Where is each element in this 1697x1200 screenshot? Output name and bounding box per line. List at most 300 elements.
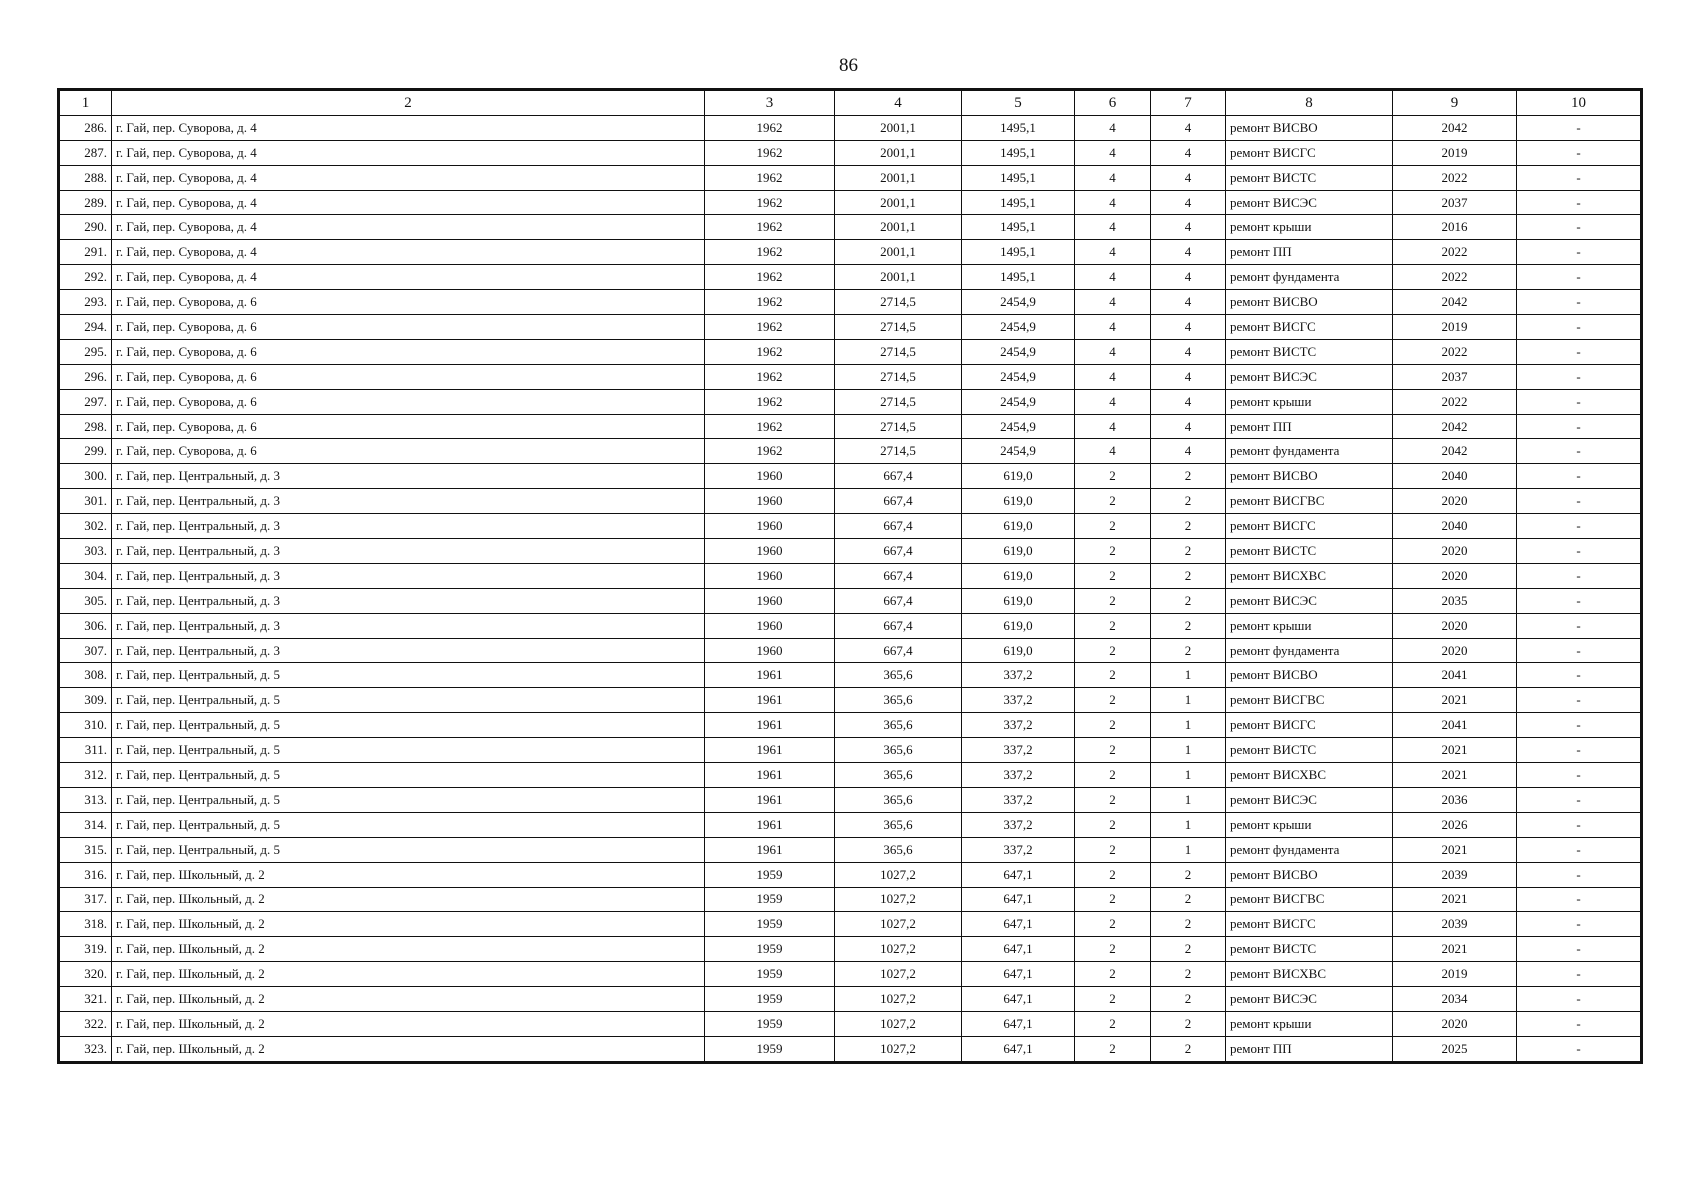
total-area-cell: 365,6: [835, 738, 962, 763]
work-type-cell: ремонт крыши: [1226, 613, 1393, 638]
note-cell: -: [1517, 688, 1642, 713]
entrances-cell: 4: [1151, 140, 1226, 165]
year-built-cell: 1962: [705, 265, 835, 290]
note-cell: -: [1517, 115, 1642, 140]
planned-year-cell: 2020: [1393, 1011, 1517, 1036]
row-number-cell: 306.: [59, 613, 112, 638]
table-row: [59, 663, 1642, 688]
total-area-cell: 365,6: [835, 663, 962, 688]
planned-year-cell: 2037: [1393, 364, 1517, 389]
total-area-cell: 2001,1: [835, 140, 962, 165]
floors-cell: 2: [1075, 987, 1151, 1012]
row-number-cell: 320.: [59, 962, 112, 987]
column-header: 1: [59, 90, 112, 116]
note-cell: -: [1517, 563, 1642, 588]
living-area-cell: 337,2: [962, 837, 1075, 862]
row-number-cell: 307.: [59, 638, 112, 663]
year-built-cell: 1962: [705, 190, 835, 215]
work-type-cell: ремонт ВИСХВС: [1226, 763, 1393, 788]
total-area-cell: 2001,1: [835, 215, 962, 240]
planned-year-cell: 2022: [1393, 389, 1517, 414]
address-cell: г. Гай, пер. Суворова, д. 4: [112, 215, 705, 240]
repair-schedule-table: [57, 88, 1643, 1064]
row-number-cell: 298.: [59, 414, 112, 439]
floors-cell: 4: [1075, 439, 1151, 464]
planned-year-cell: 2042: [1393, 115, 1517, 140]
note-cell: -: [1517, 887, 1642, 912]
row-number-cell: 303.: [59, 539, 112, 564]
year-built-cell: 1962: [705, 364, 835, 389]
note-cell: -: [1517, 165, 1642, 190]
year-built-cell: 1959: [705, 912, 835, 937]
table-row: [59, 763, 1642, 788]
entrances-cell: 2: [1151, 638, 1226, 663]
address-cell: г. Гай, пер. Центральный, д. 3: [112, 539, 705, 564]
planned-year-cell: 2034: [1393, 987, 1517, 1012]
planned-year-cell: 2019: [1393, 315, 1517, 340]
work-type-cell: ремонт ПП: [1226, 240, 1393, 265]
floors-cell: 2: [1075, 1036, 1151, 1062]
year-built-cell: 1961: [705, 837, 835, 862]
planned-year-cell: 2016: [1393, 215, 1517, 240]
address-cell: г. Гай, пер. Центральный, д. 3: [112, 588, 705, 613]
row-number-cell: 313.: [59, 787, 112, 812]
table-row: [59, 464, 1642, 489]
table-row: [59, 265, 1642, 290]
year-built-cell: 1962: [705, 439, 835, 464]
address-cell: г. Гай, пер. Суворова, д. 4: [112, 165, 705, 190]
total-area-cell: 1027,2: [835, 987, 962, 1012]
total-area-cell: 2001,1: [835, 265, 962, 290]
year-built-cell: 1962: [705, 215, 835, 240]
living-area-cell: 337,2: [962, 763, 1075, 788]
year-built-cell: 1959: [705, 962, 835, 987]
living-area-cell: 337,2: [962, 812, 1075, 837]
note-cell: -: [1517, 290, 1642, 315]
table-body: [59, 115, 1642, 1062]
row-number-cell: 308.: [59, 663, 112, 688]
living-area-cell: 647,1: [962, 937, 1075, 962]
row-number-cell: 290.: [59, 215, 112, 240]
table-row: [59, 887, 1642, 912]
entrances-cell: 2: [1151, 588, 1226, 613]
living-area-cell: 619,0: [962, 613, 1075, 638]
floors-cell: 2: [1075, 588, 1151, 613]
floors-cell: 4: [1075, 290, 1151, 315]
planned-year-cell: 2020: [1393, 489, 1517, 514]
total-area-cell: 365,6: [835, 837, 962, 862]
total-area-cell: 1027,2: [835, 862, 962, 887]
entrances-cell: 2: [1151, 563, 1226, 588]
living-area-cell: 337,2: [962, 688, 1075, 713]
row-number-cell: 309.: [59, 688, 112, 713]
total-area-cell: 2001,1: [835, 165, 962, 190]
row-number-cell: 294.: [59, 315, 112, 340]
entrances-cell: 4: [1151, 315, 1226, 340]
floors-cell: 2: [1075, 514, 1151, 539]
address-cell: г. Гай, пер. Школьный, д. 2: [112, 962, 705, 987]
planned-year-cell: 2042: [1393, 439, 1517, 464]
planned-year-cell: 2019: [1393, 140, 1517, 165]
row-number-cell: 286.: [59, 115, 112, 140]
total-area-cell: 1027,2: [835, 962, 962, 987]
total-area-cell: 365,6: [835, 763, 962, 788]
year-built-cell: 1960: [705, 588, 835, 613]
row-number-cell: 288.: [59, 165, 112, 190]
table-row: [59, 240, 1642, 265]
table-row: [59, 364, 1642, 389]
entrances-cell: 2: [1151, 1011, 1226, 1036]
planned-year-cell: 2042: [1393, 290, 1517, 315]
note-cell: -: [1517, 190, 1642, 215]
total-area-cell: 2714,5: [835, 315, 962, 340]
table-row: [59, 638, 1642, 663]
address-cell: г. Гай, пер. Центральный, д. 5: [112, 837, 705, 862]
entrances-cell: 4: [1151, 215, 1226, 240]
entrances-cell: 4: [1151, 290, 1226, 315]
planned-year-cell: 2039: [1393, 912, 1517, 937]
work-type-cell: ремонт фундамента: [1226, 837, 1393, 862]
note-cell: -: [1517, 937, 1642, 962]
column-header: 2: [112, 90, 705, 116]
year-built-cell: 1961: [705, 763, 835, 788]
entrances-cell: 2: [1151, 912, 1226, 937]
living-area-cell: 647,1: [962, 887, 1075, 912]
row-number-cell: 296.: [59, 364, 112, 389]
address-cell: г. Гай, пер. Суворова, д. 6: [112, 290, 705, 315]
entrances-cell: 2: [1151, 937, 1226, 962]
living-area-cell: 1495,1: [962, 165, 1075, 190]
table-row: [59, 489, 1642, 514]
year-built-cell: 1960: [705, 514, 835, 539]
column-header: 7: [1151, 90, 1226, 116]
work-type-cell: ремонт ВИСЭС: [1226, 588, 1393, 613]
entrances-cell: 4: [1151, 190, 1226, 215]
row-number-cell: 311.: [59, 738, 112, 763]
planned-year-cell: 2020: [1393, 638, 1517, 663]
note-cell: -: [1517, 140, 1642, 165]
living-area-cell: 619,0: [962, 464, 1075, 489]
table-row: [59, 787, 1642, 812]
row-number-cell: 323.: [59, 1036, 112, 1062]
note-cell: -: [1517, 987, 1642, 1012]
floors-cell: 2: [1075, 937, 1151, 962]
note-cell: -: [1517, 588, 1642, 613]
address-cell: г. Гай, пер. Центральный, д. 5: [112, 738, 705, 763]
total-area-cell: 2714,5: [835, 439, 962, 464]
floors-cell: 4: [1075, 215, 1151, 240]
living-area-cell: 647,1: [962, 1036, 1075, 1062]
living-area-cell: 1495,1: [962, 265, 1075, 290]
work-type-cell: ремонт ВИСЭС: [1226, 987, 1393, 1012]
entrances-cell: 4: [1151, 265, 1226, 290]
year-built-cell: 1962: [705, 290, 835, 315]
row-number-cell: 319.: [59, 937, 112, 962]
planned-year-cell: 2036: [1393, 787, 1517, 812]
total-area-cell: 1027,2: [835, 1036, 962, 1062]
note-cell: -: [1517, 215, 1642, 240]
floors-cell: 2: [1075, 837, 1151, 862]
column-header: 4: [835, 90, 962, 116]
year-built-cell: 1962: [705, 389, 835, 414]
table-row: [59, 190, 1642, 215]
total-area-cell: 667,4: [835, 489, 962, 514]
address-cell: г. Гай, пер. Суворова, д. 6: [112, 364, 705, 389]
planned-year-cell: 2037: [1393, 190, 1517, 215]
floors-cell: 2: [1075, 663, 1151, 688]
entrances-cell: 1: [1151, 812, 1226, 837]
floors-cell: 2: [1075, 787, 1151, 812]
floors-cell: 4: [1075, 389, 1151, 414]
entrances-cell: 2: [1151, 1036, 1226, 1062]
row-number-cell: 312.: [59, 763, 112, 788]
address-cell: г. Гай, пер. Центральный, д. 3: [112, 489, 705, 514]
note-cell: -: [1517, 862, 1642, 887]
total-area-cell: 365,6: [835, 713, 962, 738]
year-built-cell: 1961: [705, 787, 835, 812]
planned-year-cell: 2040: [1393, 514, 1517, 539]
table-row: [59, 688, 1642, 713]
total-area-cell: 2001,1: [835, 190, 962, 215]
row-number-cell: 293.: [59, 290, 112, 315]
address-cell: г. Гай, пер. Школьный, д. 2: [112, 937, 705, 962]
address-cell: г. Гай, пер. Суворова, д. 6: [112, 439, 705, 464]
floors-cell: 2: [1075, 489, 1151, 514]
floors-cell: 2: [1075, 563, 1151, 588]
planned-year-cell: 2035: [1393, 588, 1517, 613]
floors-cell: 2: [1075, 912, 1151, 937]
total-area-cell: 667,4: [835, 539, 962, 564]
address-cell: г. Гай, пер. Школьный, д. 2: [112, 862, 705, 887]
address-cell: г. Гай, пер. Центральный, д. 5: [112, 812, 705, 837]
address-cell: г. Гай, пер. Суворова, д. 4: [112, 115, 705, 140]
floors-cell: 2: [1075, 887, 1151, 912]
table-row: [59, 563, 1642, 588]
year-built-cell: 1962: [705, 165, 835, 190]
work-type-cell: ремонт ВИСГВС: [1226, 887, 1393, 912]
table-row: [59, 140, 1642, 165]
entrances-cell: 4: [1151, 364, 1226, 389]
living-area-cell: 647,1: [962, 987, 1075, 1012]
work-type-cell: ремонт ВИСГВС: [1226, 688, 1393, 713]
row-number-cell: 314.: [59, 812, 112, 837]
work-type-cell: ремонт ПП: [1226, 1036, 1393, 1062]
address-cell: г. Гай, пер. Школьный, д. 2: [112, 1036, 705, 1062]
note-cell: -: [1517, 663, 1642, 688]
planned-year-cell: 2021: [1393, 837, 1517, 862]
entrances-cell: 4: [1151, 389, 1226, 414]
planned-year-cell: 2021: [1393, 887, 1517, 912]
note-cell: -: [1517, 339, 1642, 364]
entrances-cell: 2: [1151, 539, 1226, 564]
year-built-cell: 1961: [705, 688, 835, 713]
note-cell: -: [1517, 265, 1642, 290]
address-cell: г. Гай, пер. Суворова, д. 6: [112, 389, 705, 414]
year-built-cell: 1961: [705, 713, 835, 738]
living-area-cell: 1495,1: [962, 215, 1075, 240]
entrances-cell: 4: [1151, 240, 1226, 265]
table-row: [59, 389, 1642, 414]
total-area-cell: 2001,1: [835, 240, 962, 265]
total-area-cell: 1027,2: [835, 937, 962, 962]
address-cell: г. Гай, пер. Центральный, д. 5: [112, 787, 705, 812]
living-area-cell: 2454,9: [962, 290, 1075, 315]
total-area-cell: 2714,5: [835, 364, 962, 389]
address-cell: г. Гай, пер. Центральный, д. 5: [112, 663, 705, 688]
work-type-cell: ремонт крыши: [1226, 1011, 1393, 1036]
address-cell: г. Гай, пер. Центральный, д. 3: [112, 613, 705, 638]
work-type-cell: ремонт ВИСГС: [1226, 713, 1393, 738]
row-number-cell: 310.: [59, 713, 112, 738]
total-area-cell: 2714,5: [835, 414, 962, 439]
note-cell: -: [1517, 1011, 1642, 1036]
address-cell: г. Гай, пер. Суворова, д. 4: [112, 140, 705, 165]
planned-year-cell: 2020: [1393, 613, 1517, 638]
work-type-cell: ремонт ВИСТС: [1226, 937, 1393, 962]
table-row: [59, 339, 1642, 364]
note-cell: -: [1517, 738, 1642, 763]
total-area-cell: 1027,2: [835, 1011, 962, 1036]
entrances-cell: 4: [1151, 414, 1226, 439]
work-type-cell: ремонт ВИСВО: [1226, 115, 1393, 140]
work-type-cell: ремонт крыши: [1226, 389, 1393, 414]
row-number-cell: 291.: [59, 240, 112, 265]
floors-cell: 2: [1075, 812, 1151, 837]
floors-cell: 2: [1075, 862, 1151, 887]
floors-cell: 2: [1075, 1011, 1151, 1036]
row-number-cell: 302.: [59, 514, 112, 539]
living-area-cell: 647,1: [962, 1011, 1075, 1036]
work-type-cell: ремонт ВИСГС: [1226, 514, 1393, 539]
work-type-cell: ремонт ВИСТС: [1226, 738, 1393, 763]
planned-year-cell: 2022: [1393, 339, 1517, 364]
living-area-cell: 619,0: [962, 563, 1075, 588]
planned-year-cell: 2020: [1393, 539, 1517, 564]
living-area-cell: 647,1: [962, 962, 1075, 987]
table-row: [59, 514, 1642, 539]
note-cell: -: [1517, 539, 1642, 564]
floors-cell: 2: [1075, 962, 1151, 987]
row-number-cell: 315.: [59, 837, 112, 862]
floors-cell: 2: [1075, 539, 1151, 564]
table-row: [59, 588, 1642, 613]
row-number-cell: 289.: [59, 190, 112, 215]
entrances-cell: 2: [1151, 887, 1226, 912]
living-area-cell: 337,2: [962, 787, 1075, 812]
note-cell: -: [1517, 812, 1642, 837]
planned-year-cell: 2025: [1393, 1036, 1517, 1062]
work-type-cell: ремонт крыши: [1226, 812, 1393, 837]
floors-cell: 2: [1075, 738, 1151, 763]
floors-cell: 4: [1075, 339, 1151, 364]
address-cell: г. Гай, пер. Школьный, д. 2: [112, 912, 705, 937]
total-area-cell: 667,4: [835, 563, 962, 588]
year-built-cell: 1960: [705, 464, 835, 489]
row-number-cell: 287.: [59, 140, 112, 165]
year-built-cell: 1960: [705, 638, 835, 663]
address-cell: г. Гай, пер. Центральный, д. 3: [112, 638, 705, 663]
planned-year-cell: 2022: [1393, 265, 1517, 290]
row-number-cell: 295.: [59, 339, 112, 364]
row-number-cell: 321.: [59, 987, 112, 1012]
note-cell: -: [1517, 315, 1642, 340]
planned-year-cell: 2039: [1393, 862, 1517, 887]
table-row: [59, 165, 1642, 190]
table-row: [59, 987, 1642, 1012]
address-cell: г. Гай, пер. Центральный, д. 5: [112, 688, 705, 713]
living-area-cell: 2454,9: [962, 389, 1075, 414]
total-area-cell: 667,4: [835, 514, 962, 539]
floors-cell: 2: [1075, 464, 1151, 489]
work-type-cell: ремонт ВИСГС: [1226, 315, 1393, 340]
note-cell: -: [1517, 763, 1642, 788]
row-number-cell: 300.: [59, 464, 112, 489]
address-cell: г. Гай, пер. Суворова, д. 6: [112, 339, 705, 364]
floors-cell: 2: [1075, 688, 1151, 713]
row-number-cell: 304.: [59, 563, 112, 588]
page-number: 86: [839, 55, 858, 76]
living-area-cell: 2454,9: [962, 439, 1075, 464]
floors-cell: 2: [1075, 613, 1151, 638]
table-row: [59, 862, 1642, 887]
living-area-cell: 619,0: [962, 539, 1075, 564]
work-type-cell: ремонт ВИСВО: [1226, 290, 1393, 315]
total-area-cell: 365,6: [835, 812, 962, 837]
table-row: [59, 962, 1642, 987]
year-built-cell: 1960: [705, 563, 835, 588]
planned-year-cell: 2040: [1393, 464, 1517, 489]
entrances-cell: 4: [1151, 439, 1226, 464]
year-built-cell: 1962: [705, 339, 835, 364]
work-type-cell: ремонт фундамента: [1226, 638, 1393, 663]
table-row: [59, 439, 1642, 464]
work-type-cell: ремонт фундамента: [1226, 439, 1393, 464]
year-built-cell: 1959: [705, 987, 835, 1012]
table-row: [59, 613, 1642, 638]
entrances-cell: 2: [1151, 464, 1226, 489]
row-number-cell: 322.: [59, 1011, 112, 1036]
work-type-cell: ремонт ПП: [1226, 414, 1393, 439]
work-type-cell: ремонт ВИСГВС: [1226, 489, 1393, 514]
living-area-cell: 619,0: [962, 588, 1075, 613]
living-area-cell: 1495,1: [962, 140, 1075, 165]
work-type-cell: ремонт ВИСЭС: [1226, 364, 1393, 389]
note-cell: -: [1517, 514, 1642, 539]
table-row: [59, 837, 1642, 862]
entrances-cell: 4: [1151, 165, 1226, 190]
entrances-cell: 2: [1151, 862, 1226, 887]
floors-cell: 4: [1075, 115, 1151, 140]
address-cell: г. Гай, пер. Суворова, д. 4: [112, 265, 705, 290]
address-cell: г. Гай, пер. Суворова, д. 4: [112, 190, 705, 215]
living-area-cell: 619,0: [962, 638, 1075, 663]
planned-year-cell: 2042: [1393, 414, 1517, 439]
work-type-cell: ремонт ВИСХВС: [1226, 563, 1393, 588]
floors-cell: 4: [1075, 140, 1151, 165]
column-header: 5: [962, 90, 1075, 116]
year-built-cell: 1962: [705, 315, 835, 340]
total-area-cell: 2714,5: [835, 290, 962, 315]
living-area-cell: 1495,1: [962, 115, 1075, 140]
planned-year-cell: 2041: [1393, 663, 1517, 688]
table-row: [59, 713, 1642, 738]
planned-year-cell: 2021: [1393, 688, 1517, 713]
living-area-cell: 647,1: [962, 912, 1075, 937]
table-row: [59, 912, 1642, 937]
total-area-cell: 2714,5: [835, 389, 962, 414]
living-area-cell: 2454,9: [962, 414, 1075, 439]
address-cell: г. Гай, пер. Центральный, д. 5: [112, 713, 705, 738]
